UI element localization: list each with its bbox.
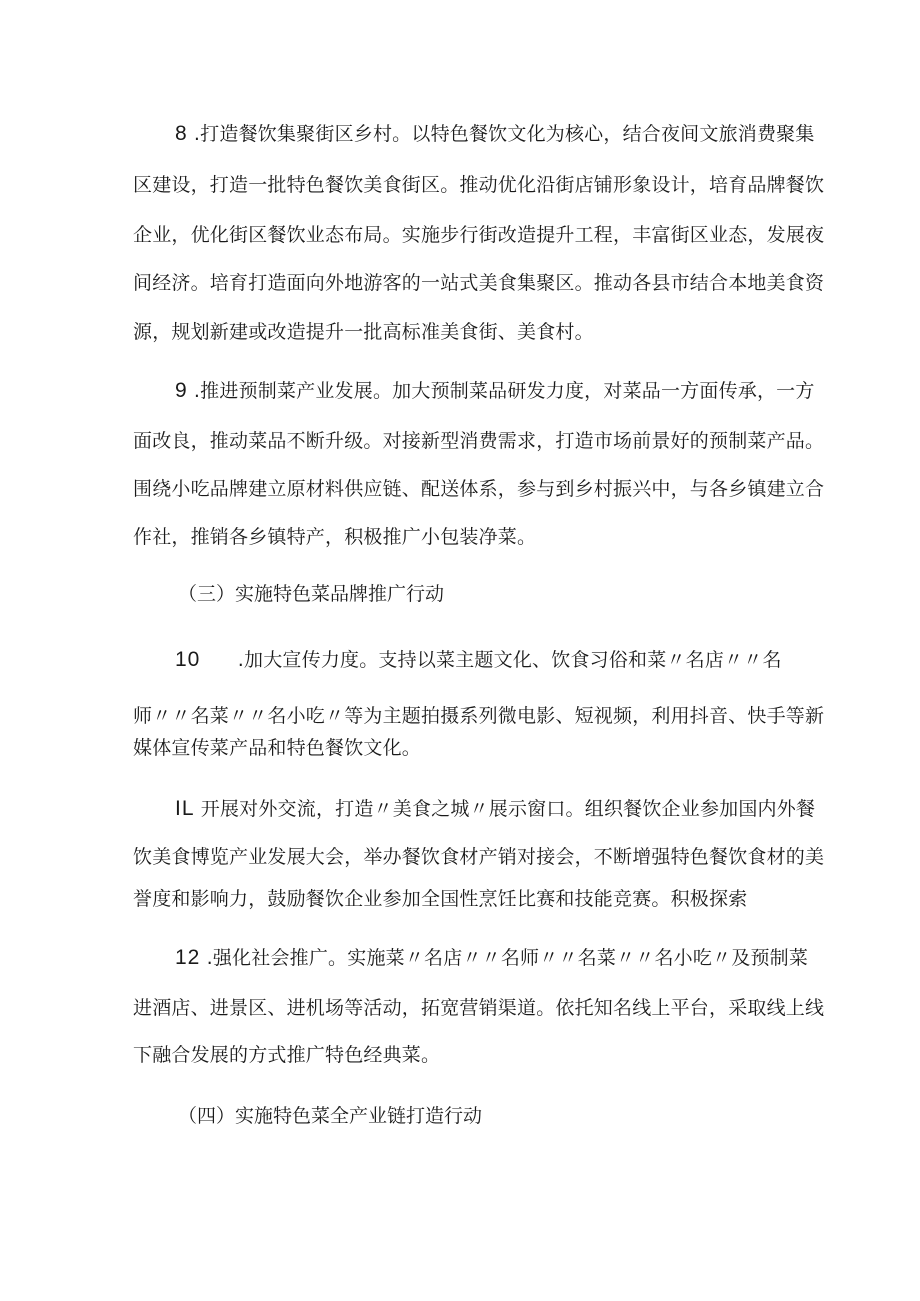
paragraph-number: 9 — [175, 379, 188, 402]
paragraph-8-line-5: 源，规划新建或改造提升一批高标准美食街、美食村。 — [133, 321, 594, 343]
paragraph-9-line-4: 作社，推销各乡镇特产，积极推广小包装净菜。 — [133, 526, 537, 548]
paragraph-10-line-3: 媒体宣传菜产品和特色餐饮文化。 — [133, 737, 422, 759]
paragraph-10-line-1: 10 .加大宣传力度。支持以菜主题文化、饮食习俗和菜〃名店〃〃名 — [175, 648, 782, 671]
paragraph-8-line-2: 区建设，打造一批特色餐饮美食街区。推动优化沿街店铺形象设计，培育品牌餐饮 — [133, 174, 825, 196]
paragraph-10-line-2: 师〃〃名菜〃〃名小吃〃等为主题拍摄系列微电影、短视频，利用抖音、快手等新 — [133, 705, 825, 727]
paragraph-8-line-4: 间经济。培育打造面向外地游客的一站式美食集聚区。推动各县市结合本地美食资 — [133, 272, 825, 294]
paragraph-9-line-2: 面改良，推动菜品不断升级。对接新型消费需求，打造市场前景好的预制菜产品。 — [133, 430, 825, 452]
paragraph-number: IL — [175, 797, 195, 820]
paragraph-12-line-3: 下融合发展的方式推广特色经典菜。 — [133, 1044, 441, 1066]
paragraph-11-line-1: IL 开展对外交流，打造〃美食之城〃展示窗口。组织餐饮企业参加国内外餐 — [175, 797, 816, 820]
paragraph-8-line-3: 企业，优化街区餐饮业态布局。实施步行街改造提升工程，丰富街区业态，发展夜 — [133, 224, 825, 246]
paragraph-9-line-1: 9 .推进预制菜产业发展。加大预制菜品研发力度，对菜品一方面传承，一方 — [175, 379, 815, 402]
paragraph-number: 10 — [175, 648, 201, 671]
paragraph-11-line-3: 誉度和影响力，鼓励餐饮企业参加全国性烹饪比赛和技能竞赛。积极探索 — [133, 888, 748, 910]
section-heading-3: （三）实施特色菜品牌推广行动 — [178, 583, 445, 605]
paragraph-8-line-1: 8 .打造餐饮集聚街区乡村。以特色餐饮文化为核心，结合夜间文旅消费聚集 — [175, 122, 815, 145]
paragraph-12-line-1: 12 .强化社会推广。实施菜〃名店〃〃名师〃〃名菜〃〃名小吃〃及预制菜 — [175, 946, 809, 969]
paragraph-number: 8 — [175, 122, 188, 145]
section-heading-4: （四）实施特色菜全产业链打造行动 — [178, 1105, 483, 1127]
paragraph-9-line-3: 围绕小吃品牌建立原材料供应链、配送体系，参与到乡村振兴中，与各乡镇建立合 — [133, 478, 825, 500]
paragraph-11-line-2: 饮美食博览产业发展大会，举办餐饮食材产销对接会，不断增强特色餐饮食材的美 — [133, 846, 825, 868]
paragraph-number: 12 — [175, 946, 201, 969]
paragraph-12-line-2: 进酒店、进景区、进机场等活动，拓宽营销渠道。依托知名线上平台，采取线上线 — [133, 997, 825, 1019]
